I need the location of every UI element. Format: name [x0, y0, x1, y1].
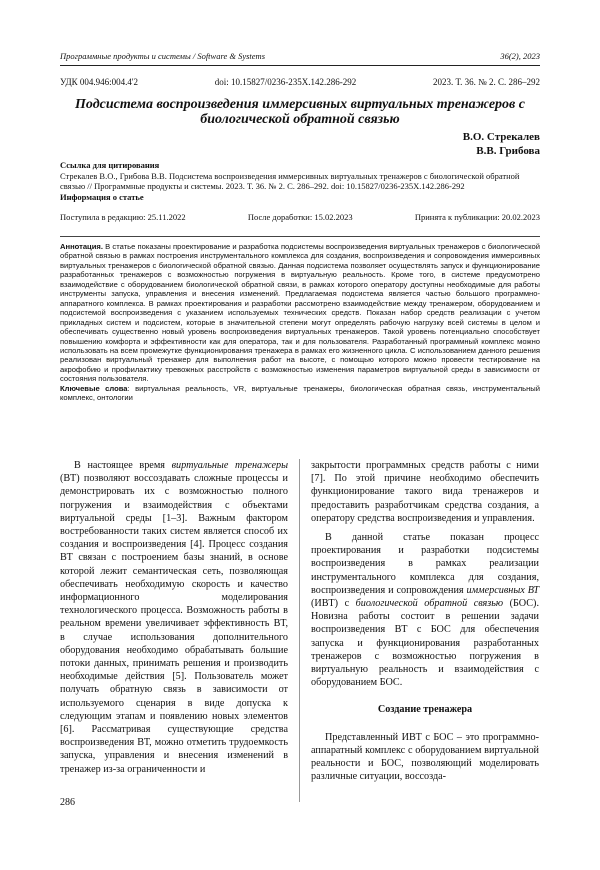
section-heading: Создание тренажера	[377, 704, 473, 716]
date-received: Поступила в редакцию: 25.11.2022	[60, 212, 186, 222]
paragraph: В настоящее время виртуальные тренажеры (ВТ) позволяют воссоздавать сложные процессы и демонстрировать их с возможностью полного погружения и взаимодействия с объектами виртуальной среды [1–3]. Важным фактором востребованности таких систем является способ их создания и воспроизведения [4]. Процесс создания ВТ связан с построением базы знаний, в основе которой лежит семантическая сеть, позволяющая обеспечивать необходимую скорость и качество информационного моделирования технологического процесса. Возможность работы в реальном времени увеличивает эффективность ВТ, в случае использования дополнительного оборудования необходимо обрабатывать большие потоки данных, принимать решения и производить необходимые действия [5]. Пользователь может получать обратную связь в зависимости от используемого сценария в виде допуска к следующим этапам и появлению новых элементов [6]. Рассматривая существующие средства воспроизведения ВТ, можно отметить трудоемкость запуска, управления и внесения изменений в тренажер из-за ограниченности и	[60, 460, 288, 775]
article-dates	[60, 212, 540, 222]
author: В.В. Грибова	[476, 145, 540, 157]
authors	[463, 130, 540, 158]
citation-block	[60, 160, 540, 202]
keywords: : виртуальная реальность, VR, виртуальные тренажеры, биологическая обратная связь, инструментальный комплекс, онтологии	[60, 383, 540, 403]
date-revised: После доработки: 15.02.2023	[247, 212, 353, 222]
udc-code: УДК 004.946:004.4'2	[60, 77, 138, 87]
volume-ref: 2023. Т. 36. № 2. С. 286–292	[433, 77, 540, 87]
running-header	[60, 51, 540, 66]
article-meta	[60, 77, 540, 87]
citation-text: Стрекалев В.О., Грибова В.В. Подсистема воспроизведения иммерсивных виртуальных тренажеров с биологической обратной связью // Программные продукты и системы. 2023. Т. 36. № 2. С. 286–292. doi: 10.15827/0236-235X.142.286-292	[60, 170, 520, 191]
abstract-label: Аннотация.	[60, 242, 103, 251]
journal-name: Программные продукты и системы / Software & Systems	[60, 51, 266, 61]
keywords-label: Ключевые слова	[60, 383, 128, 393]
body-column-right	[311, 459, 539, 783]
article-title: Подсистема воспроизведения иммерсивных виртуальных тренажеров с биологической обратной связью	[74, 97, 526, 127]
page-number: 286	[60, 797, 75, 808]
paragraph: В данной статье показан процесс проектирования и разработки подсистемы воспроизведения в рамках реализации инструментального комплекса для создания, воспроизведения и сопровождения иммерсивных ВТ (ИВТ) с биологической обратной связью (БОС). Новизна работы состоит в решении задачи воспроизведения ВТ с БОС для обеспечения запуска и функционирования разработанных тренажеров с возможностью погружения в виртуальную реальность и взаимодействия с оборудованием БОС.	[311, 532, 539, 689]
paragraph: закрытости программных средств работы с ними [7]. По этой причине необходимо обеспечить функционирование такого вида тренажеров и предоставить разработчикам средства создания, а оператору средства воспроизведения и управления.	[311, 460, 539, 524]
abstract	[60, 236, 540, 403]
body-column-left	[60, 459, 288, 776]
citation-label: Ссылка для цитирования	[60, 160, 160, 170]
paragraph: Представленный ИВТ с БОС – это программно-аппаратный комплекс с оборудованием виртуальной реальности и БОС, позволяющий моделировать различные ситуации, воссозда-	[311, 731, 539, 783]
article-info-label: Информация о статье	[60, 191, 144, 202]
date-accepted: Принята к публикации: 20.02.2023	[414, 212, 540, 222]
column-divider	[299, 459, 300, 802]
doi[interactable]: doi: 10.15827/0236-235X.142.286-292	[214, 77, 357, 87]
abstract-text: В статье показаны проектирование и разработка подсистемы воспроизведения виртуальных тренажеров с биологической обратной связью в рамках построения инструментального комплекса для создания, воспроизведения и сопровождения иммерсивных виртуальных тренажеров с биологической обратной связью. Данная подсистема позволяет осуществлять запуск и функционирование разработанных тренажеров с возможностью погружения в виртуальную реальность. Кроме того, в системе предусмотрено взаимодействие с оборудованием биологической обратной связи, в рамках которого оператору доступны необходимые для работы инструменты запуска, управления и внесения изменений. Предлагаемая подсистема является частью большого программно-аппаратного комплекса. В рамках проектирования и разработки рассмотрено взаимодействие между тренажером, оборудованием и подсистемой воспроизведения с указанием используемых технических средств. Показан набор средств реализации с учетом прикладных систем и подсистем, которые в значительной степени могут определять рабочую нагрузку всей системы в целом и обеспечивать существенно новый уровень воспроизведения виртуальных тренажеров. Такой уровень потенциально способствует повышению комфорта и эффективности как для оператора, так и для пользователя. Разработанный программный комплекс можно использовать на всем промежутке функционирования тренажера в рамках его жизненного цикла. С использованием данного решения реализован виртуальный тренажер для выполнения работ на высоте, с помощью которого можно провести тестирование на акрофобию и профилактику тревожных расстройств с возможностью изменения параметров виртуальной среды в зависимости от состояния пользователя.	[60, 242, 540, 384]
issue-number: 36(2), 2023	[500, 51, 540, 61]
author: В.О. Стрекалев	[462, 131, 540, 143]
